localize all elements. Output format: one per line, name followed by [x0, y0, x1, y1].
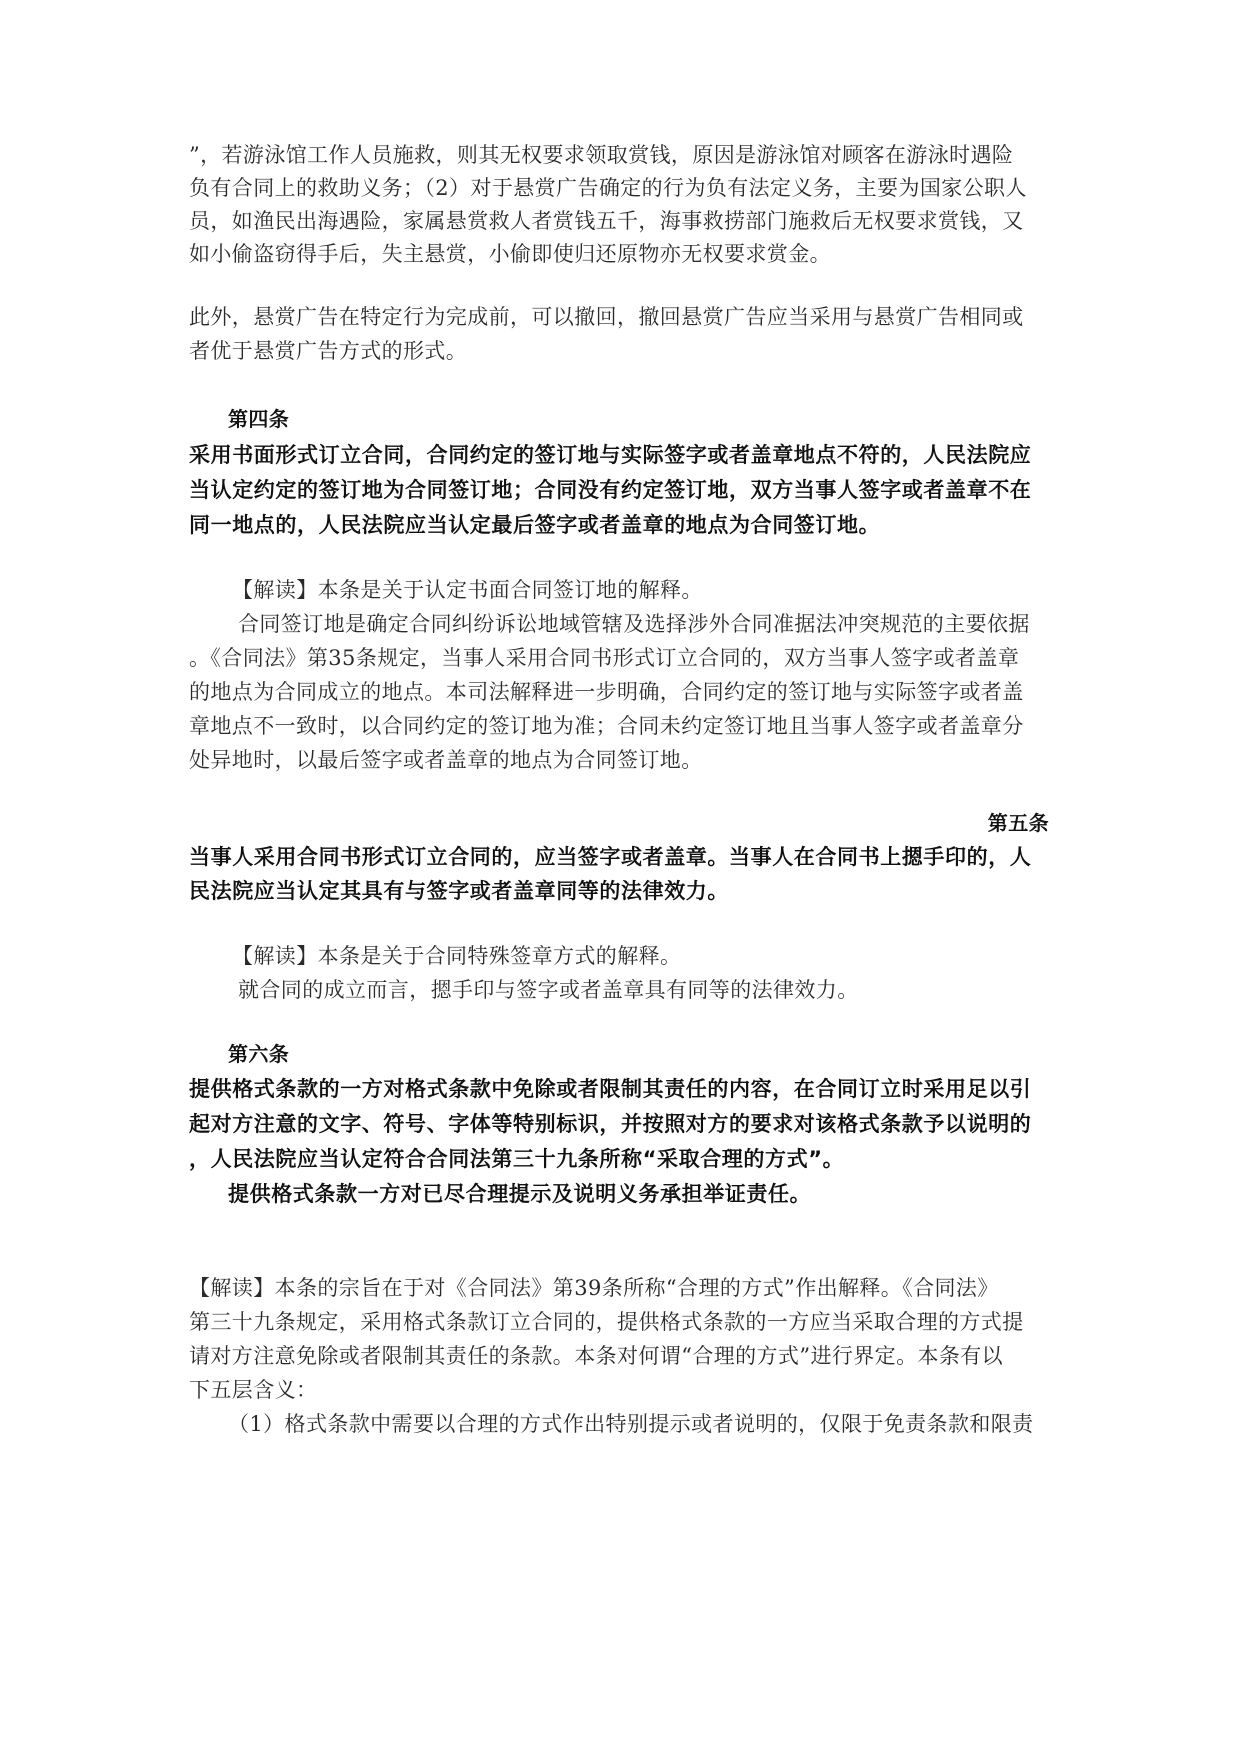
article-heading: 第六条	[228, 1042, 290, 1066]
article-text-line: 民法院应当认定其具有与签字或者盖章同等的法律效力。	[189, 879, 729, 903]
article-text-line: 采用书面形式订立合同，合同约定的签订地与实际签字或者盖章地点不符的，人民法院应	[189, 443, 1032, 467]
article-text-line: 提供格式条款的一方对格式条款中免除或者限制其责任的内容，在合同订立时采用足以引	[189, 1077, 1032, 1101]
article-text-line: 起对方注意的文字、符号、字体等特别标识，并按照对方的要求对该格式条款予以说明的	[189, 1112, 1032, 1136]
paragraph-line: 者优于悬赏广告方式的形式。	[189, 339, 468, 363]
reading-line: 下五层含义：	[189, 1378, 318, 1402]
reading-line: 处异地时，以最后签字或者盖章的地点为合同签订地。	[189, 748, 703, 772]
article-heading: 第四条	[228, 407, 290, 431]
article-text-line: 同一地点的，人民法院应当认定最后签字或者盖章的地点为合同签订地。	[189, 513, 881, 537]
paragraph-line: 此外，悬赏广告在特定行为完成前，可以撤回，撤回悬赏广告应当采用与悬赏广告相同或	[189, 305, 1024, 329]
reading-line: 【解读】本条的宗旨在于对《合同法》第39条所称“合理的方式”作出解释。《合同法》	[189, 1276, 999, 1300]
article-text-line: 当事人采用合同书形式订立合同的，应当签字或者盖章。当事人在合同书上摁手印的，人	[189, 845, 1032, 869]
reading-line: （1）格式条款中需要以合理的方式作出特别提示或者说明的，仅限于免责条款和限责	[228, 1412, 1034, 1436]
reading-line: 。《合同法》第35条规定，当事人采用合同书形式订立合同的，双方当事人签字或者盖章	[189, 646, 1020, 670]
article-heading: 第五条	[987, 811, 1049, 835]
article-text-line: ，人民法院应当认定符合合同法第三十九条所称“采取合理的方式”。	[189, 1147, 845, 1171]
article-text-line: 当认定约定的签订地为合同签订地；合同没有约定签订地，双方当事人签字或者盖章不在	[189, 478, 1032, 502]
paragraph-line: 如小偷盗窃得手后，失主悬赏，小偷即使归还原物亦无权要求赏金。	[189, 242, 831, 266]
reading-title: 【解读】本条是关于合同特殊签章方式的解释。	[232, 944, 682, 968]
reading-title: 【解读】本条是关于认定书面合同签订地的解释。	[232, 578, 703, 602]
reading-line: 第三十九条规定，采用格式条款订立合同的，提供格式条款的一方应当采取合理的方式提	[189, 1310, 1024, 1334]
reading-line: 合同签订地是确定合同纠纷诉讼地域管辖及选择涉外合同准据法冲突规范的主要依据	[238, 612, 1030, 636]
reading-line: 的地点为合同成立的地点。本司法解释进一步明确，合同约定的签订地与实际签字或者盖	[189, 680, 1024, 704]
paragraph-line: 负有合同上的救助义务；（2）对于悬赏广告确定的行为负有法定义务，主要为国家公职人	[189, 176, 1027, 200]
reading-line: 请对方注意免除或者限制其责任的条款。本条对何谓“合理的方式”进行界定。本条有以	[189, 1344, 1004, 1368]
reading-line: 就合同的成立而言，摁手印与签字或者盖章具有同等的法律效力。	[238, 978, 859, 1002]
reading-line: 章地点不一致时，以合同约定的签订地为准；合同未约定签订地且当事人签字或者盖章分	[189, 714, 1024, 738]
paragraph-line: 员，如渔民出海遇险，家属悬赏救人者赏钱五千，海事救捞部门施救后无权要求赏钱，又	[189, 209, 1024, 233]
article-text-line: 提供格式条款一方对已尽合理提示及说明义务承担举证责任。	[228, 1182, 812, 1206]
paragraph-line: ”，若游泳馆工作人员施救，则其无权要求领取赏钱，原因是游泳馆对顾客在游泳时遇险	[189, 143, 1014, 167]
